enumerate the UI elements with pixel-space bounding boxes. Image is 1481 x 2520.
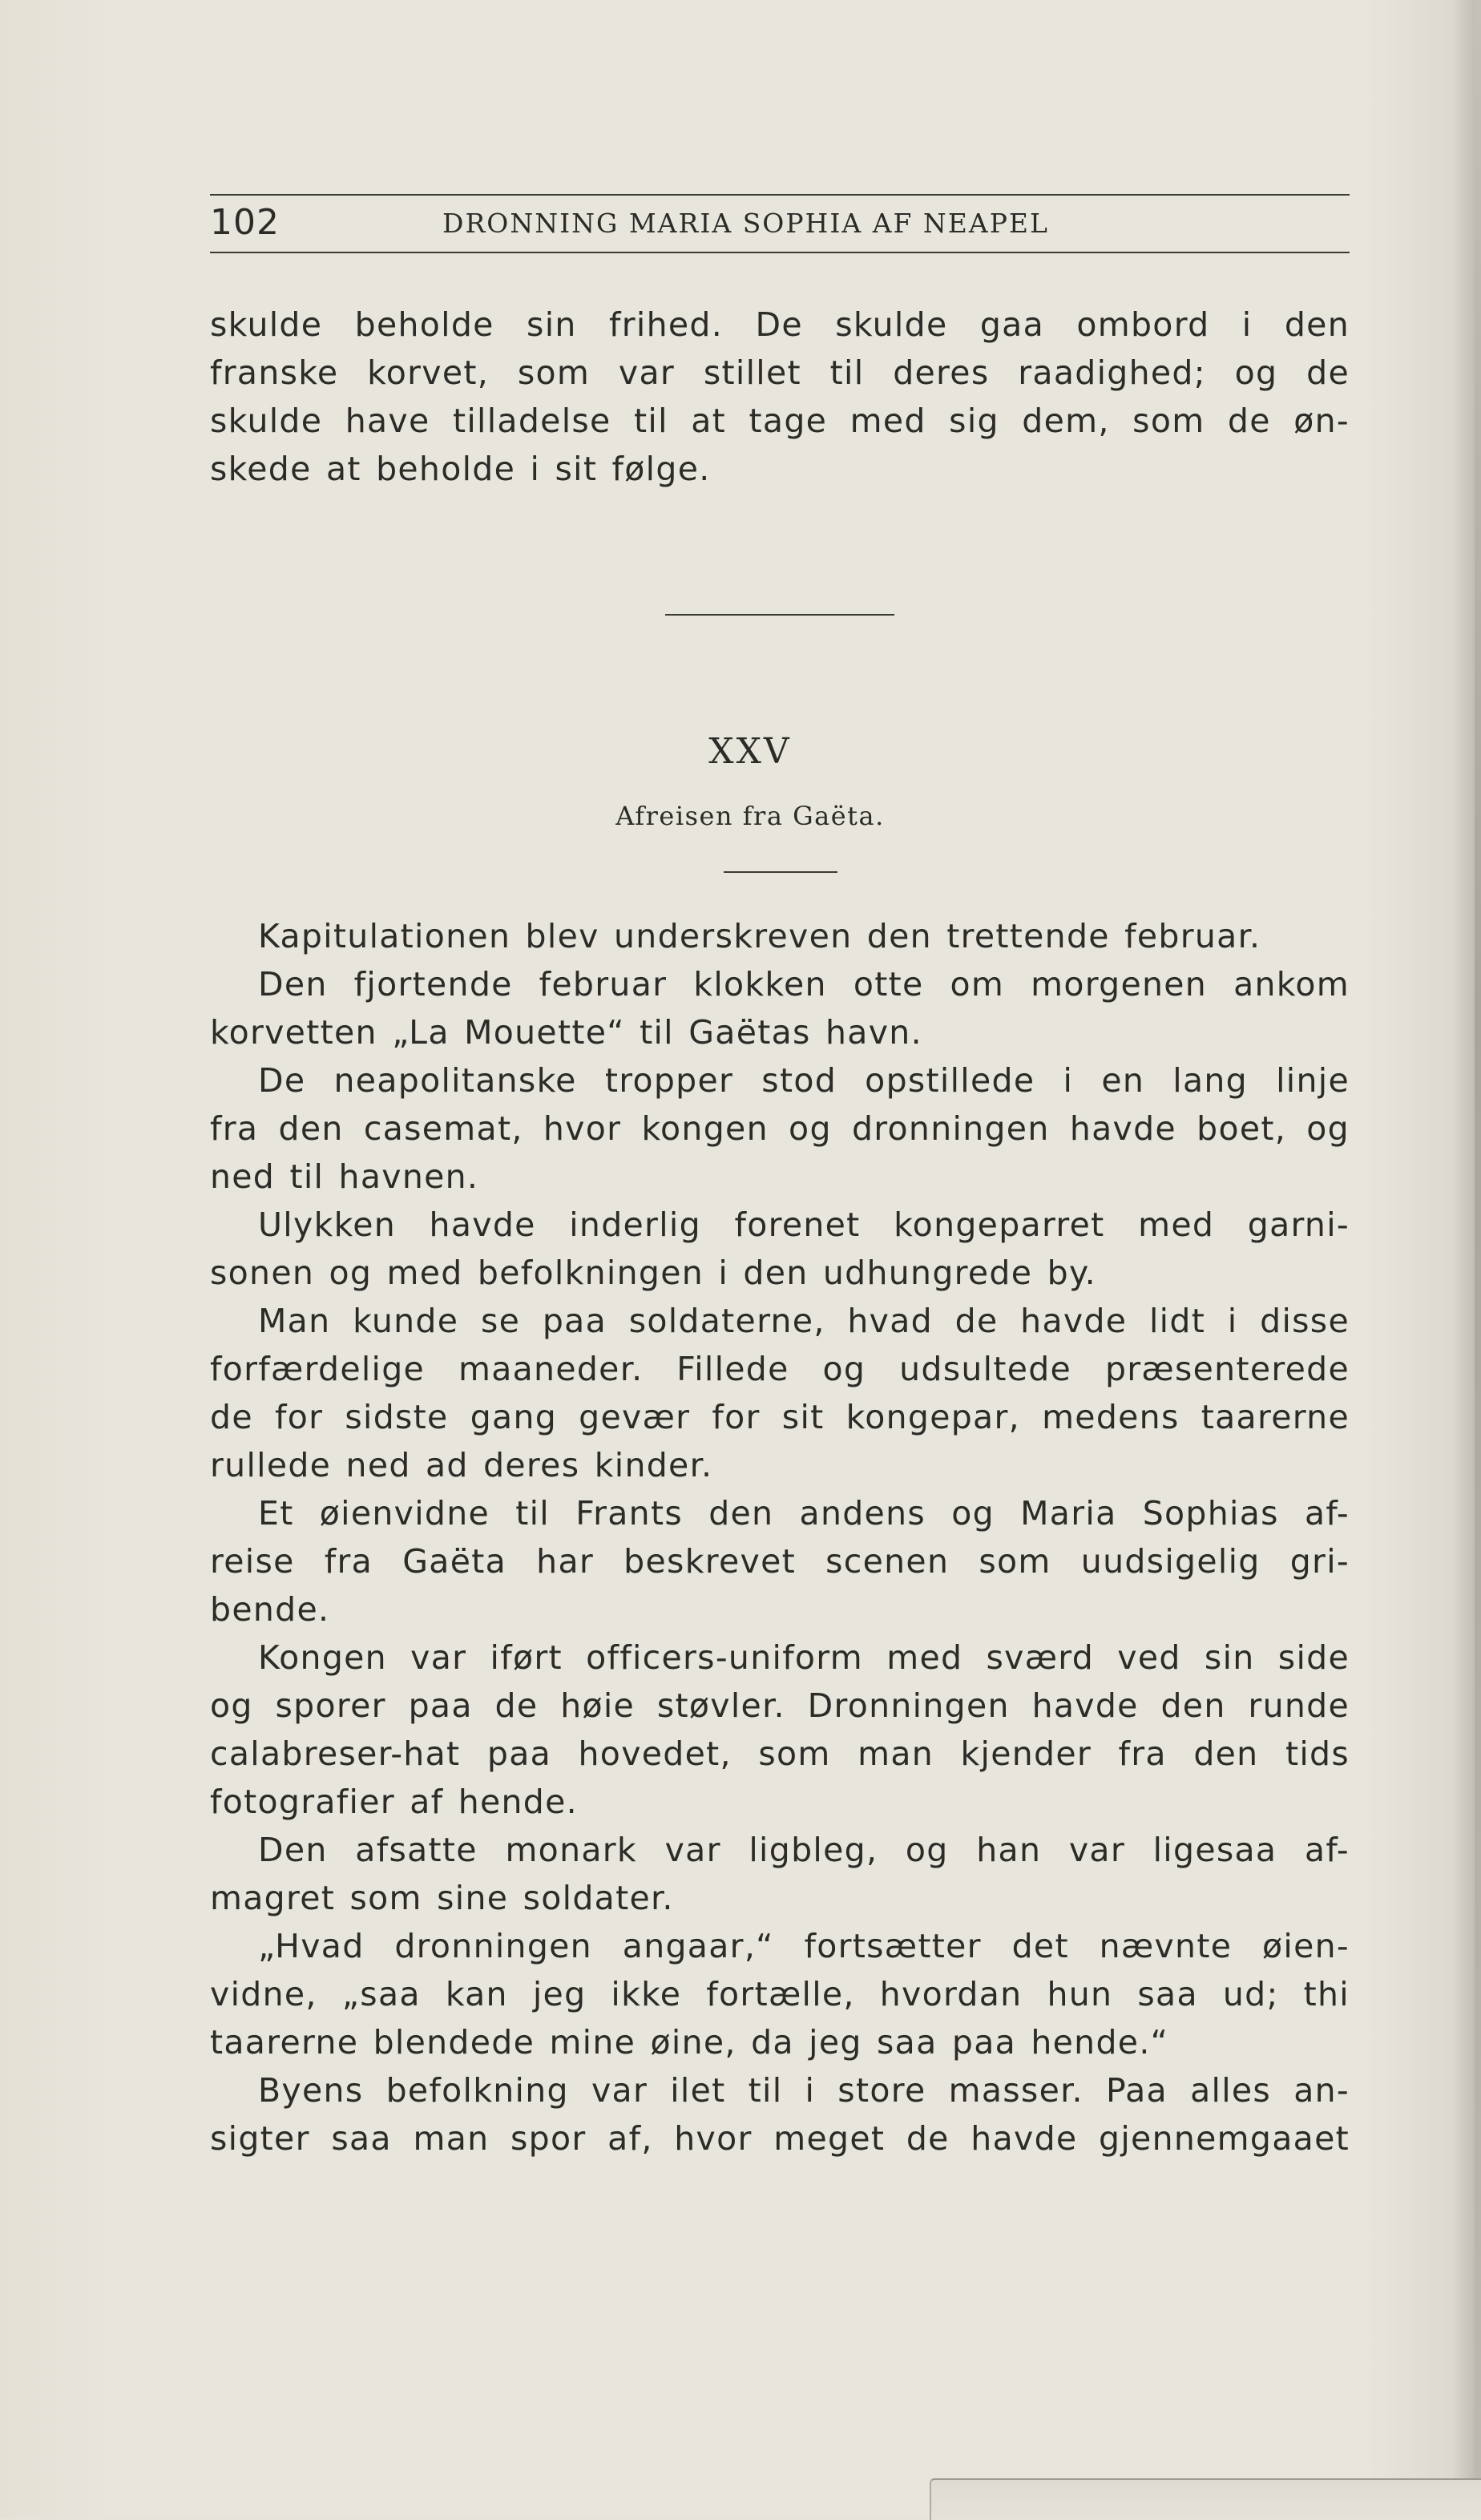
text-line: Byens befolkning var ilet til i store masser. Paa alles an- — [258, 2071, 1350, 2110]
page-edge-shadow — [1475, 0, 1481, 2518]
text-line: skede at beholde i sit følge. — [210, 450, 711, 488]
text-line: skulde have tilladelse til at tage med sig dem, som de øn- — [210, 402, 1350, 440]
text-line: magret som sine soldater. — [210, 1879, 674, 1917]
chapter-title: Afreisen fra Gaëta. — [615, 801, 885, 831]
text-line: Den afsatte monark var ligbleg, og han var ligesaa af- — [258, 1831, 1350, 1869]
text-line: fra den casemat, hvor kongen og dronningen havde boet, og — [210, 1109, 1350, 1148]
text-line: reise fra Gaëta har beskrevet scenen som uudsigelig gri- — [210, 1542, 1350, 1581]
text-line: Et øienvidne til Frants den andens og Maria Sophias af- — [258, 1494, 1350, 1533]
text-line: Kapitulationen blev underskreven den trettende februar. — [258, 917, 1261, 955]
header-rule-top — [210, 194, 1350, 196]
page-scan-artifact — [930, 2478, 1481, 2520]
text-line: Kongen var iført officers-uniform med sværd ved sin side — [258, 1638, 1350, 1677]
opening-paragraph — [210, 301, 1350, 493]
chapter-title-rule — [724, 871, 837, 873]
text-line: sonen og med befolkningen i den udhungrede by. — [210, 1254, 1096, 1292]
text-line: ned til havnen. — [210, 1157, 479, 1196]
page-number: 102 — [210, 202, 280, 243]
text-line: og sporer paa de høie støvler. Dronningen havde den runde — [210, 1686, 1350, 1725]
text-line: forfærdelige maaneder. Fillede og udsultede præsenterede — [210, 1350, 1350, 1388]
text-line: rullede ned ad deres kinder. — [210, 1446, 713, 1484]
text-line: skulde beholde sin frihed. De skulde gaa ombord i den — [210, 305, 1350, 344]
text-line: Ulykken havde inderlig forenet kongeparret med garni- — [258, 1205, 1350, 1244]
text-line: taarerne blendede mine øine, da jeg saa paa hende.“ — [210, 2023, 1169, 2062]
text-line: korvetten „La Mouette“ til Gaëtas havn. — [210, 1013, 922, 1052]
header-rule-bottom — [210, 252, 1350, 253]
text-line: „Hvad dronningen angaar,“ fortsætter det nævnte øien- — [258, 1927, 1350, 1965]
chapter-number: XXV — [708, 731, 792, 772]
text-line: franske korvet, som var stillet til deres raadighed; og de — [210, 353, 1350, 392]
chapter-body — [210, 912, 1350, 2163]
section-divider-rule — [665, 614, 894, 616]
text-line: calabreser-hat paa hovedet, som man kjender fra den tids — [210, 1735, 1350, 1773]
text-line: sigter saa man spor af, hvor meget de havde gjennemgaaet — [210, 2119, 1350, 2158]
text-line: bende. — [210, 1590, 330, 1629]
text-line: Den fjortende februar klokken otte om morgenen ankom — [258, 965, 1350, 1004]
text-line: de for sidste gang gevær for sit kongepar, medens taarerne — [210, 1398, 1350, 1436]
running-head-title: DRONNING MARIA SOPHIA AF NEAPEL — [442, 208, 1049, 239]
text-line: fotografier af hende. — [210, 1783, 578, 1821]
text-line: vidne, „saa kan jeg ikke fortælle, hvordan hun saa ud; thi — [210, 1975, 1350, 2013]
text-line: Man kunde se paa soldaterne, hvad de havde lidt i disse — [258, 1302, 1350, 1340]
text-line: De neapolitanske tropper stod opstillede i en lang linje — [258, 1061, 1350, 1100]
